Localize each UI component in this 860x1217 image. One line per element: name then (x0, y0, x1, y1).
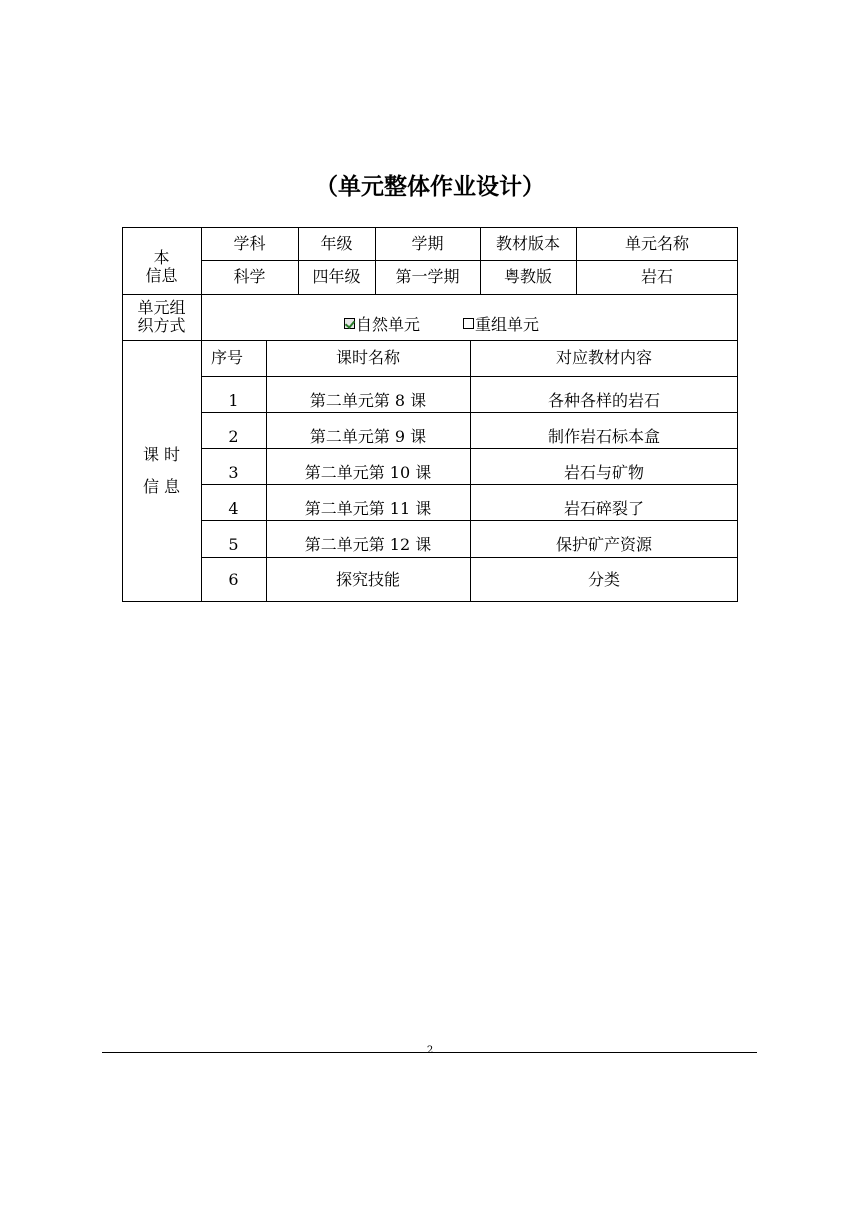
header-grade: 年级 (320, 233, 353, 253)
lesson-row-1-name: 第二单元第 8 课 (309, 391, 427, 410)
organization-label-line-2: 织方式 (137, 316, 186, 335)
basic-info-label-line-1: 本 (153, 247, 170, 267)
lesson-row-2-content: 制作岩石标本盒 (547, 427, 660, 446)
lessons-label-line-1: 课 时 (142, 444, 181, 464)
header-textbook: 教材版本 (495, 233, 560, 253)
header-subject: 学科 (233, 233, 266, 253)
lesson-row-5-name: 第二单元第 12 课 (304, 535, 432, 554)
lesson-row-1-seq: 1 (228, 391, 239, 410)
page-number: 2 (426, 1045, 434, 1056)
lessons-label (122, 436, 201, 506)
header-lesson-name: 课时名称 (335, 348, 400, 367)
header-content: 对应教材内容 (555, 348, 652, 367)
lesson-row-6-name: 探究技能 (335, 569, 400, 589)
lesson-row-4-seq: 4 (228, 499, 239, 518)
checkbox-checked-icon[interactable] (344, 318, 355, 329)
document-title: （单元整体作业设计） (315, 174, 545, 200)
organization-label-line-1: 单元组 (137, 297, 186, 317)
organization-label (122, 294, 201, 340)
checkbox-empty-icon[interactable] (463, 318, 474, 329)
lesson-row-4-content: 岩石碎裂了 (563, 499, 644, 518)
value-unit-name: 岩石 (640, 267, 673, 286)
lesson-row-6-seq: 6 (228, 569, 239, 589)
basic-info-label-line-2: 信息 (145, 266, 178, 285)
option-regroup-unit[interactable] (463, 312, 539, 335)
lesson-row-5-content: 保护矿产资源 (555, 535, 652, 554)
header-term: 学期 (411, 233, 444, 253)
option-natural-unit[interactable] (344, 312, 420, 335)
header-seq: 序号 (211, 348, 244, 367)
option-natural-unit-label: 自然单元 (356, 315, 421, 334)
value-term: 第一学期 (395, 267, 460, 286)
lesson-row-5-seq: 5 (228, 535, 239, 554)
value-textbook: 粤教版 (503, 267, 552, 286)
lesson-row-6-content: 分类 (587, 569, 620, 589)
lessons-label-line-2: 信 息 (142, 477, 181, 496)
option-regroup-unit-label: 重组单元 (475, 315, 540, 334)
value-grade: 四年级 (312, 267, 361, 286)
lesson-row-3-content: 岩石与矿物 (563, 463, 644, 482)
lesson-row-1-content: 各种各样的岩石 (547, 391, 660, 410)
header-unit-name: 单元名称 (624, 233, 689, 253)
lesson-row-3-seq: 3 (228, 463, 239, 482)
lesson-row-2-name: 第二单元第 9 课 (309, 427, 427, 446)
lesson-row-2-seq: 2 (228, 427, 239, 446)
lesson-row-4-name: 第二单元第 11 课 (304, 499, 432, 518)
lesson-row-3-name: 第二单元第 10 课 (304, 463, 432, 482)
value-subject: 科学 (233, 267, 266, 286)
basic-info-label (122, 244, 201, 290)
